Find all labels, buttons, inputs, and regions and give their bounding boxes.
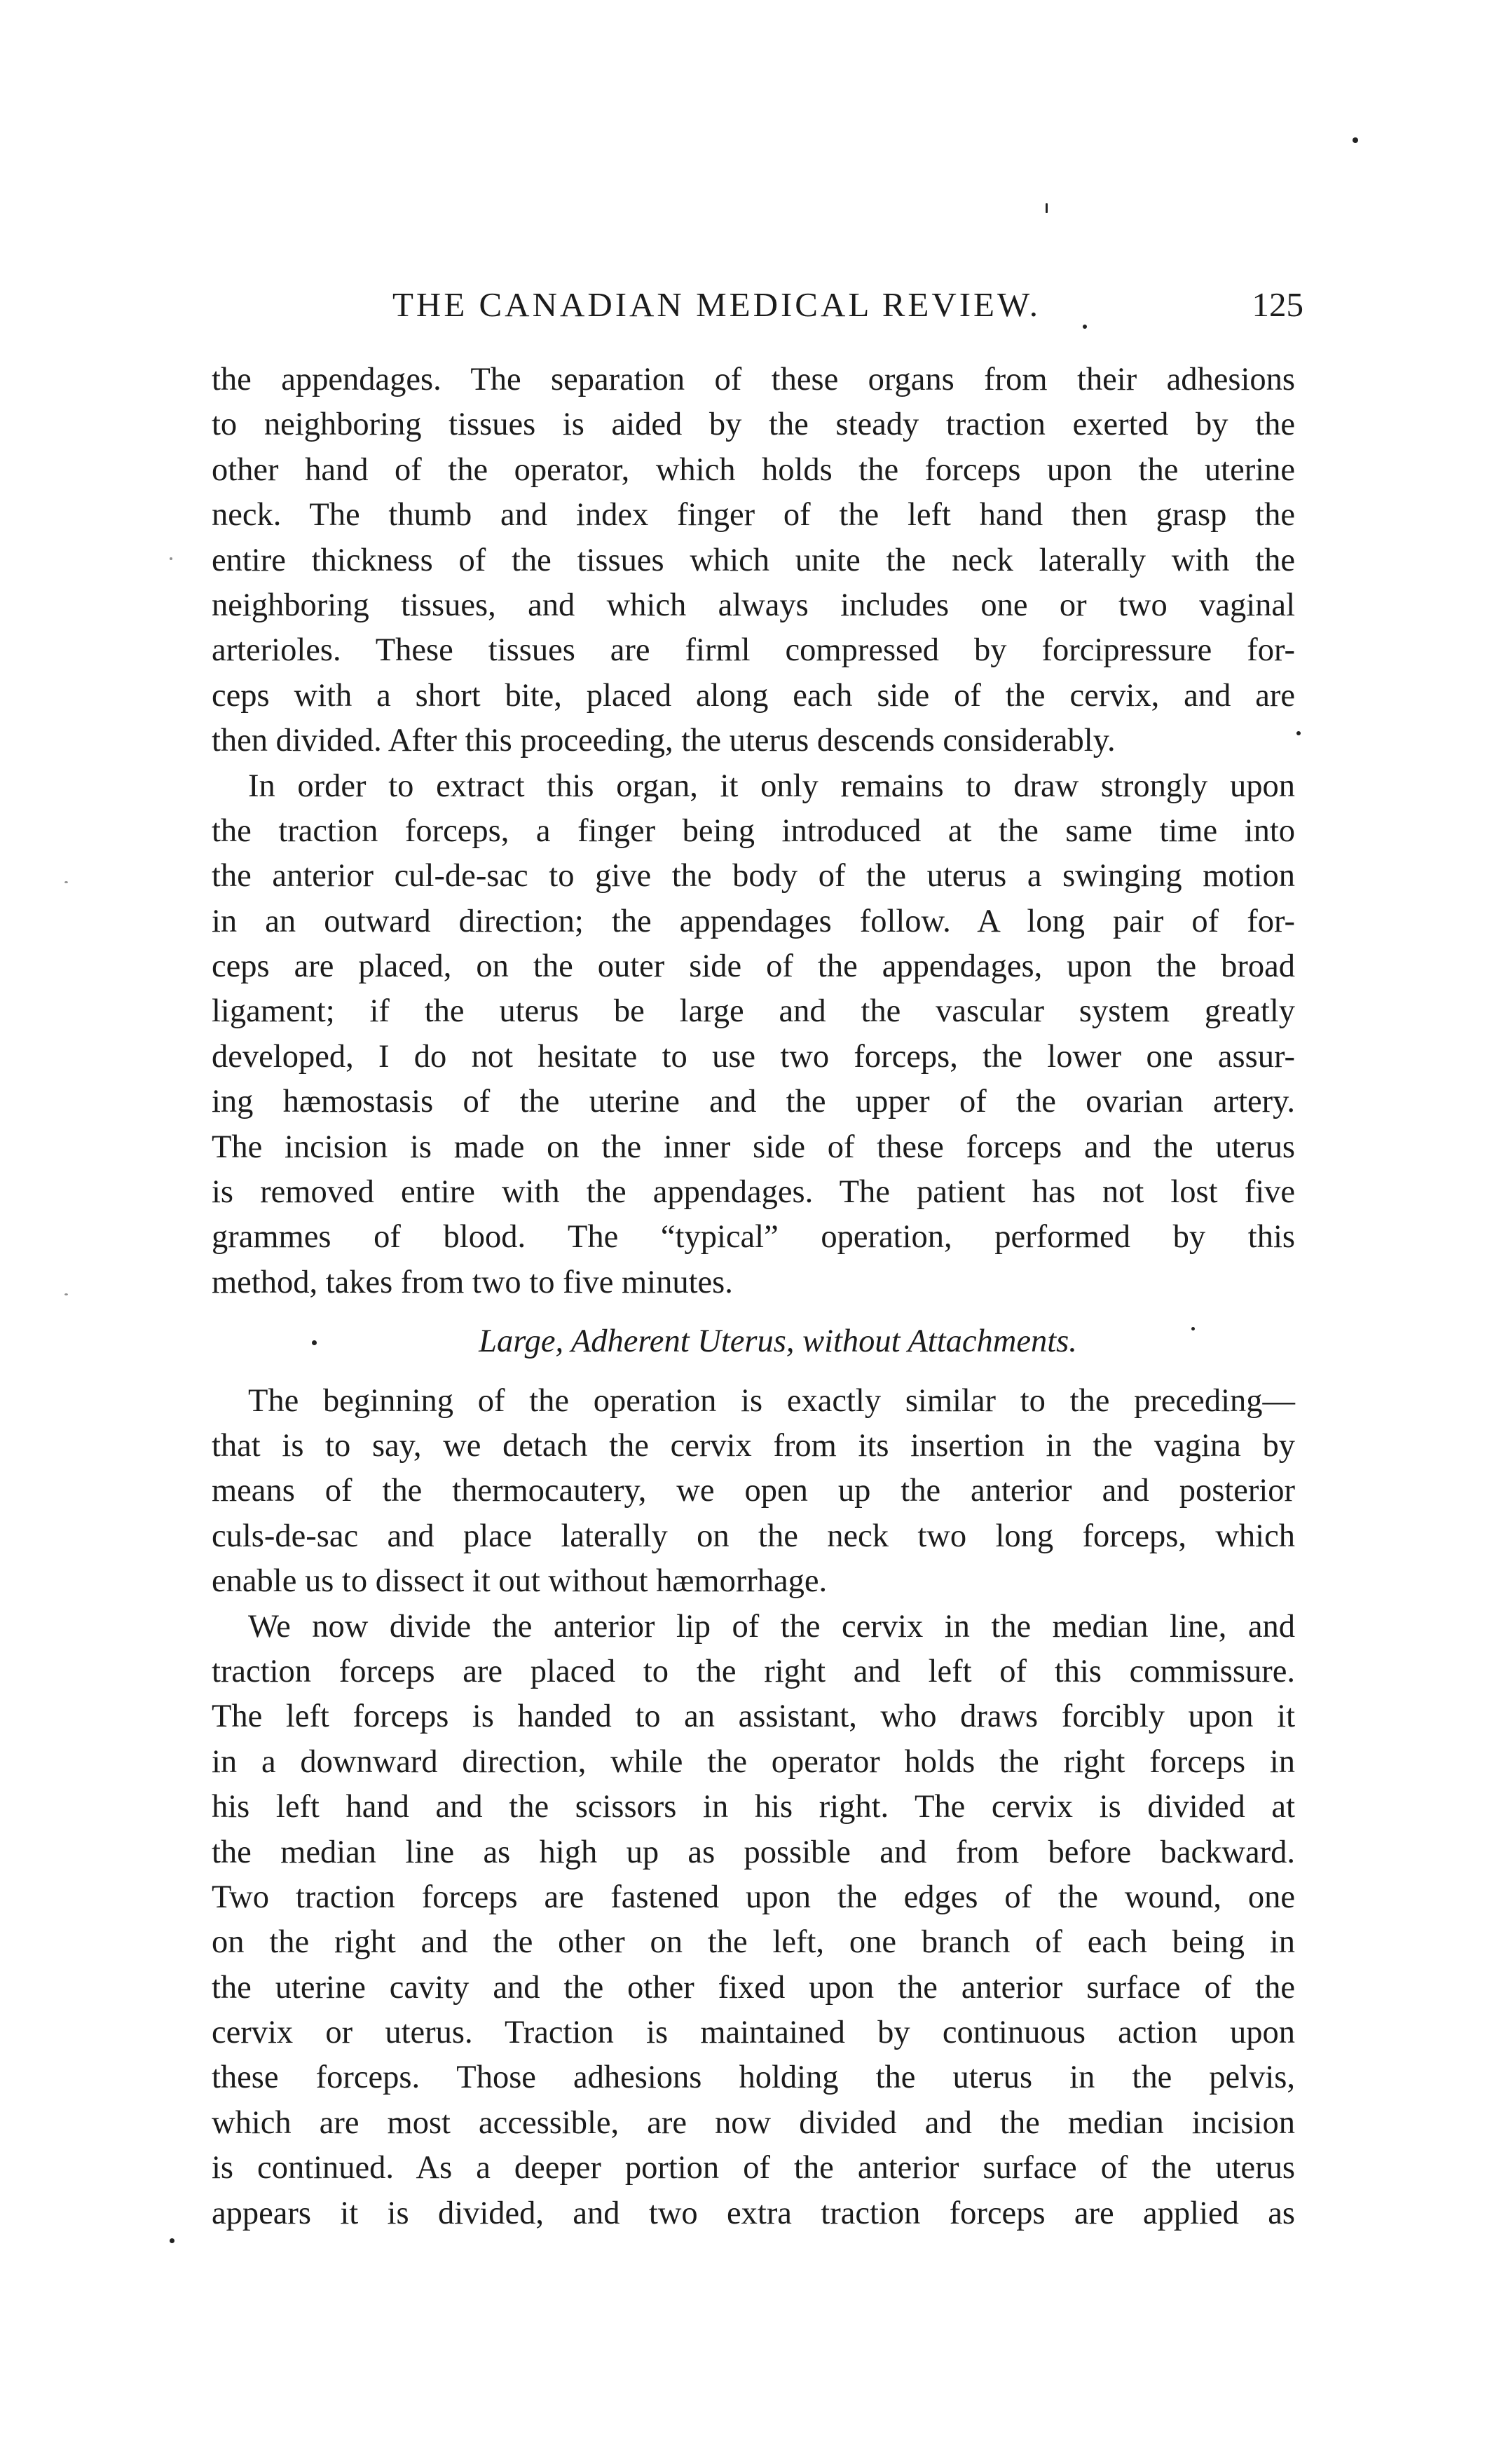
text-line: ceps with a short bite, placed along each side of the cervix, and are: [212, 677, 1295, 714]
page-number: 125: [1252, 285, 1303, 324]
scan-speck: [170, 557, 172, 560]
paragraph: [212, 1379, 1295, 1605]
text-line: neighboring tissues, and which always includes one or two vaginal: [212, 587, 1295, 623]
text-line: which are most accessible, are now divided and the median incision: [212, 2104, 1295, 2141]
text-line: other hand of the operator, which holds the forceps upon the uterine: [212, 451, 1295, 488]
text-line: cervix or uterus. Traction is maintained by continuous action upon: [212, 2015, 1295, 2051]
text-line: developed, I do not hesitate to use two forceps, the lower one assur-: [212, 1038, 1295, 1075]
text-line: ligament; if the uterus be large and the vascular system greatly: [212, 993, 1295, 1030]
text-line: then divided. After this proceeding, the uterus descends considerably.: [212, 723, 1116, 759]
text-line: these forceps. Those adhesions holding the uterus in the pelvis,: [212, 2060, 1295, 2096]
text-line: that is to say, we detach the cervix from its insertion in the vagina by: [212, 1427, 1295, 1464]
text-line: appears it is divided, and two extra traction forceps are applied as: [212, 2195, 1295, 2231]
scan-speck: [1191, 1327, 1195, 1330]
text-line: ing hæmostasis of the uterine and the upper of the ovarian artery.: [212, 1084, 1295, 1120]
paragraph: [212, 358, 1295, 764]
section-heading-text: Large, Adherent Uterus, without Attachments.: [479, 1323, 1077, 1360]
text-line: his left hand and the scissors in his right. The cervix is divided at: [212, 1789, 1295, 1825]
section-heading: [212, 1319, 1295, 1364]
text-line: the appendages. The separation of these organs from their adhesions: [212, 362, 1295, 397]
scan-speck: [64, 881, 68, 883]
text-line: The left forceps is handed to an assistant, who draws forcibly upon it: [212, 1699, 1295, 1735]
paragraph: [212, 1605, 1295, 2236]
text-line: arterioles. These tissues are firml compressed by forcipressure for-: [212, 632, 1295, 669]
body-text: [212, 358, 1295, 2236]
scan-speck: [1296, 731, 1301, 735]
running-head: THE CANADIAN MEDICAL REVIEW.: [392, 285, 1041, 324]
scan-speck: [312, 1340, 317, 1345]
text-line: We now divide the anterior lip of the cervix in the median line, and: [248, 1608, 1295, 1645]
text-line: traction forceps are placed to the right and left of this commissure.: [212, 1653, 1295, 1689]
text-line: enable us to dissect it out without hæmorrhage.: [212, 1563, 828, 1600]
page-header: [210, 280, 1303, 329]
text-line: culs-de-sac and place laterally on the neck two long forceps, which: [212, 1518, 1295, 1554]
text-line: method, takes from two to five minutes.: [212, 1264, 733, 1300]
text-line: means of the thermocautery, we open up the anterior and posterior: [212, 1473, 1295, 1509]
scan-speck: [1046, 203, 1048, 213]
text-line: in a downward direction, while the operator holds the right forceps in: [212, 1743, 1295, 1780]
text-line: the uterine cavity and the other fixed upon the anterior surface of the: [212, 1969, 1295, 2006]
text-line: the median line as high up as possible and from before backward.: [212, 1834, 1295, 1870]
paragraph: [212, 764, 1295, 1306]
scan-speck: [64, 1293, 68, 1295]
text-line: The incision is made on the inner side of these forceps and the uterus: [212, 1129, 1295, 1165]
scan-speck: [170, 2238, 174, 2243]
text-line: to neighboring tissues is aided by the steady traction exerted by the: [212, 407, 1295, 443]
text-line: neck. The thumb and index finger of the left hand then grasp the: [212, 497, 1295, 533]
scan-speck: [1353, 137, 1358, 143]
text-line: entire thickness of the tissues which unite the neck laterally with the: [212, 542, 1295, 578]
text-line: is continued. As a deeper portion of the anterior surface of the uterus: [212, 2150, 1295, 2186]
text-line: In order to extract this organ, it only remains to draw strongly upon: [248, 768, 1295, 804]
text-line: grammes of blood. The “typical” operation, performed by this: [212, 1219, 1295, 1255]
text-line: is removed entire with the appendages. The patient has not lost five: [212, 1174, 1295, 1211]
text-line: The beginning of the operation is exactly similar to the preceding—: [248, 1382, 1295, 1419]
text-line: the anterior cul-de-sac to give the body of the uterus a swinging motion: [212, 858, 1295, 894]
text-line: Two traction forceps are fastened upon the edges of the wound, one: [212, 1879, 1295, 1915]
scan-speck: [1083, 325, 1087, 329]
text-line: on the right and the other on the left, one branch of each being in: [212, 1924, 1295, 1961]
text-line: in an outward direction; the appendages follow. A long pair of for-: [212, 903, 1295, 939]
text-line: ceps are placed, on the outer side of the appendages, upon the broad: [212, 948, 1295, 985]
text-line: the traction forceps, a finger being introduced at the same time into: [212, 812, 1295, 849]
